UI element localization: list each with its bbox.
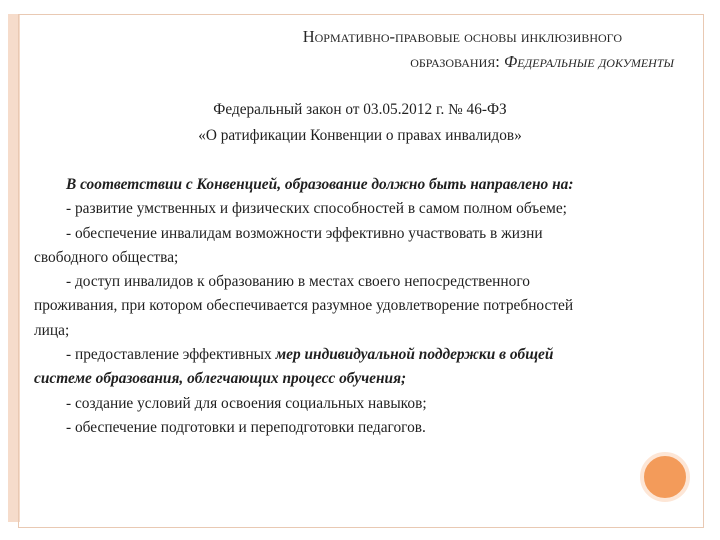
list-item-emphasis: мер индивидуальной поддержки в общей [275, 346, 554, 364]
list-item-continuation-emphasis: системе образования, облегчающих процесс обучения; [34, 370, 407, 388]
list-item [34, 343, 684, 367]
title-line-2 [40, 49, 674, 74]
title-line-1: Нормативно-правовые основы инклюзивного [302, 27, 622, 46]
subtitle-line-2: «О ратификации Конвенции о правах инвалидов» [198, 127, 522, 144]
list-item: - развитие умственных и физических способностей в самом полном объеме; [66, 200, 567, 218]
list-item-continuation: проживания, при котором обеспечивается разумное удовлетворение потребностей [34, 297, 574, 315]
title-line-2-italic: Федеральные документы [503, 52, 674, 71]
list-item: - доступ инвалидов к образованию в местах своего непосредственного [66, 273, 530, 291]
law-subtitle [40, 97, 680, 149]
list-item: - обеспечение инвалидам возможности эффективно участвовать в жизни [66, 224, 543, 242]
list-item-plain: - предоставление эффективных [66, 346, 276, 364]
list-item-continuation: лица; [34, 321, 70, 339]
subtitle-line-1: Федеральный закон от 03.05.2012 г. № 46-ФЗ [213, 101, 507, 118]
slide-title [40, 24, 680, 74]
body-text [34, 173, 684, 440]
list-item: - создание условий для освоения социальных навыков; [66, 394, 427, 412]
lead-sentence: В соответствии с Конвенцией, образование должно быть направлено на: [66, 176, 574, 193]
list-item-continuation: свободного общества; [34, 248, 179, 266]
decorative-circle [640, 452, 690, 502]
title-line-2-prefix: образования: [410, 52, 504, 71]
list-item: - обеспечение подготовки и переподготовки педагогов. [66, 418, 426, 436]
